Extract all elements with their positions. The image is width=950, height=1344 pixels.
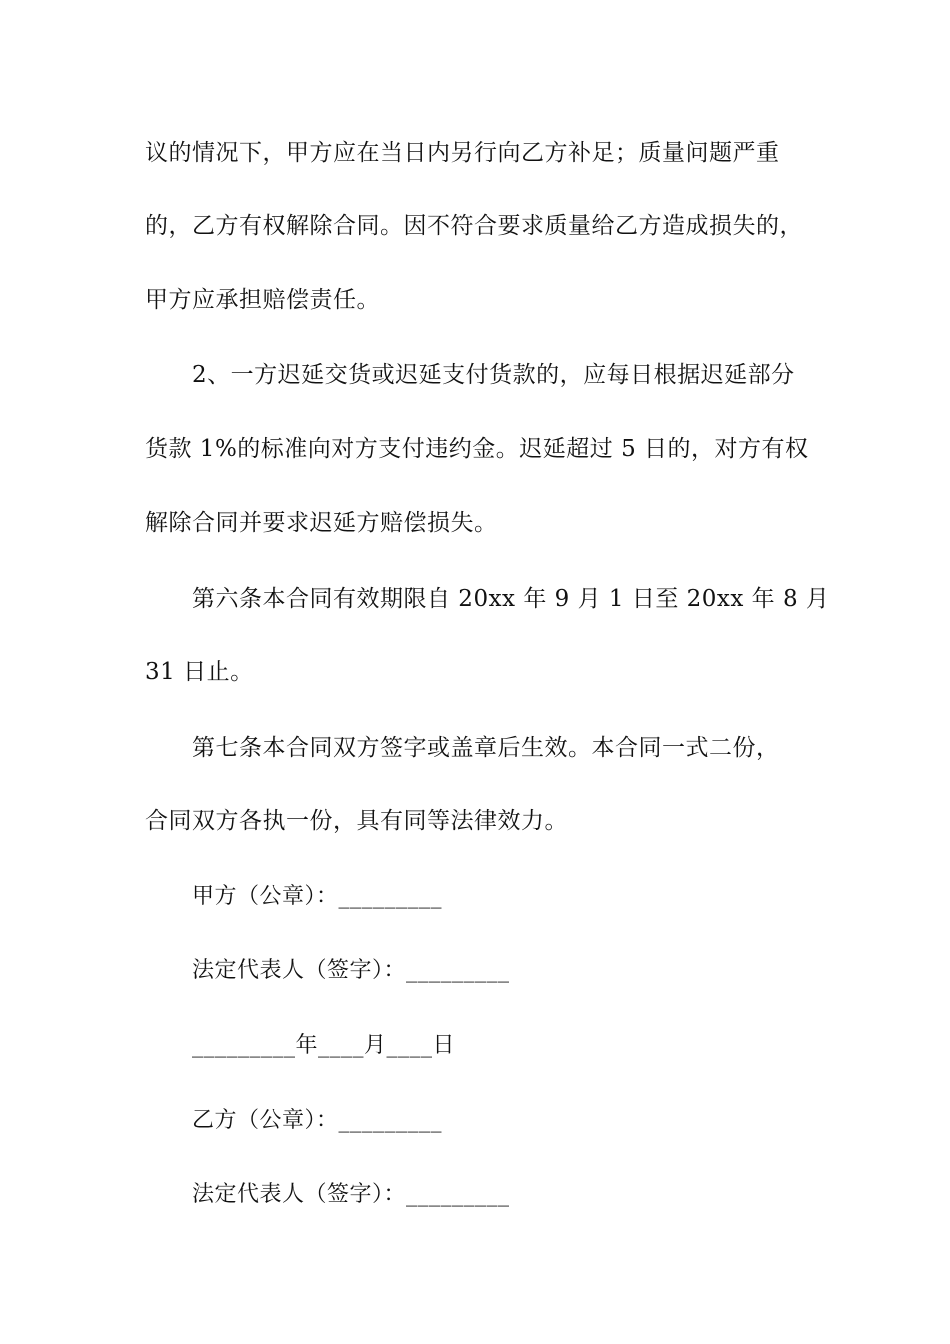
party-a-seal-field: 甲方（公章）：_________	[192, 884, 443, 909]
clause-seven-line: 合同双方各执一份，具有同等法律效力。	[145, 808, 568, 834]
paragraph-line: 议的情况下，甲方应在当日内另行向乙方补足；质量问题严重	[145, 140, 780, 166]
party-a-representative-field: 法定代表人（签字）：_________	[192, 958, 510, 983]
paragraph-line: 2、一方迟延交货或迟延支付货款的，应每日根据迟延部分	[192, 362, 795, 388]
paragraph-line: 甲方应承担赔偿责任。	[145, 287, 380, 313]
clause-six-line: 第六条本合同有效期限自 20xx 年 9 月 1 日至 20xx 年 8 月	[192, 586, 830, 612]
party-b-seal-field: 乙方（公章）：_________	[192, 1108, 443, 1133]
paragraph-line: 的，乙方有权解除合同。因不符合要求质量给乙方造成损失的，	[145, 213, 803, 239]
paragraph-line: 货款 1%的标准向对方支付违约金。迟延超过 5 日的，对方有权	[145, 436, 809, 462]
clause-seven-line: 第七条本合同双方签字或盖章后生效。本合同一式二份，	[192, 735, 780, 761]
party-b-representative-field: 法定代表人（签字）：_________	[192, 1182, 510, 1207]
clause-six-line: 31 日止。	[145, 659, 254, 685]
date-field: _________年____月____日	[192, 1033, 456, 1058]
paragraph-line: 解除合同并要求迟延方赔偿损失。	[145, 510, 498, 536]
